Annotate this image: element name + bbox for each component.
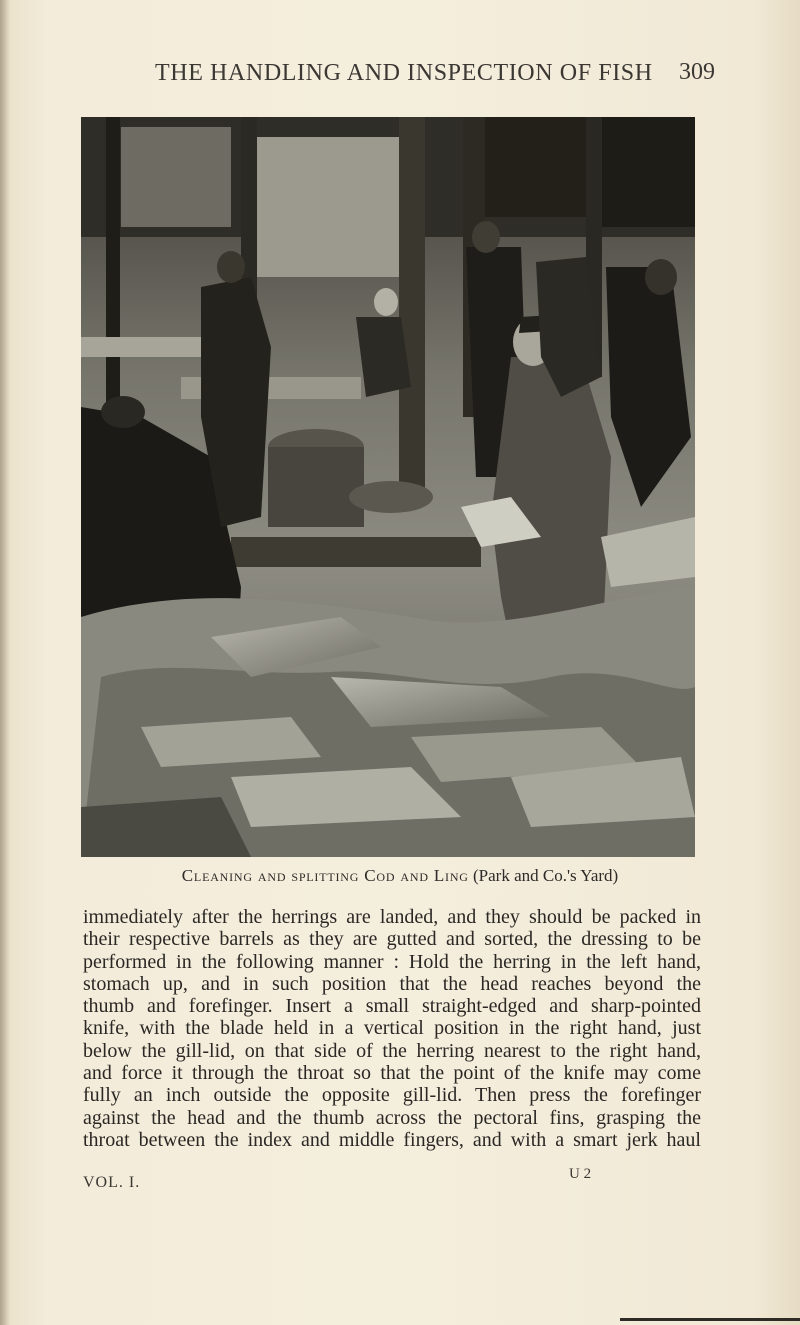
caption-source: (Park and Co.'s Yard) [468, 866, 619, 885]
page-number: 309 [679, 59, 715, 85]
plate-caption [0, 866, 800, 886]
text-line: stomach up, and in such position that the head reaches beyond the [83, 972, 701, 995]
text-line: fully an inch outside the opposite gill-lid. Then press the forefinger [83, 1084, 701, 1107]
text-line: immediately after the herrings are landed, and they should be packed in [83, 906, 701, 928]
text-line: performed in the following manner : Hold the herring in the left hand, [83, 950, 701, 973]
signature-mark: U 2 [569, 1166, 592, 1182]
volume-label: VOL. I. [83, 1174, 141, 1191]
page-edge-rule [620, 1318, 800, 1321]
photograph-cod-cleaning-yard [81, 117, 695, 857]
spine-shadow [0, 0, 10, 1325]
caption-main: Cleaning and splitting Cod and Ling [181, 866, 469, 885]
text-line: knife, with the blade held in a vertical position in the right hand, just [83, 1017, 701, 1040]
text-line: their respective barrels as they are gutted and sorted, the dressing to be [83, 928, 701, 951]
running-head [155, 60, 715, 94]
text-line: thumb and forefinger. Insert a small straight-edged and sharp-pointed [83, 995, 701, 1018]
photograph-plate [81, 117, 695, 857]
text-line: below the gill-lid, on that side of the herring nearest to the right hand, [83, 1039, 701, 1062]
text-line: and force it through the throat so that the point of the knife may come [83, 1062, 701, 1085]
page-footer [83, 1166, 699, 1194]
body-paragraph [83, 906, 701, 1151]
running-title: THE HANDLING AND INSPECTION OF FISH [155, 60, 653, 86]
text-line: against the head and the thumb across the pectoral fins, grasping the [83, 1106, 701, 1129]
text-line: throat between the index and middle fingers, and with a smart jerk haul [83, 1128, 701, 1151]
